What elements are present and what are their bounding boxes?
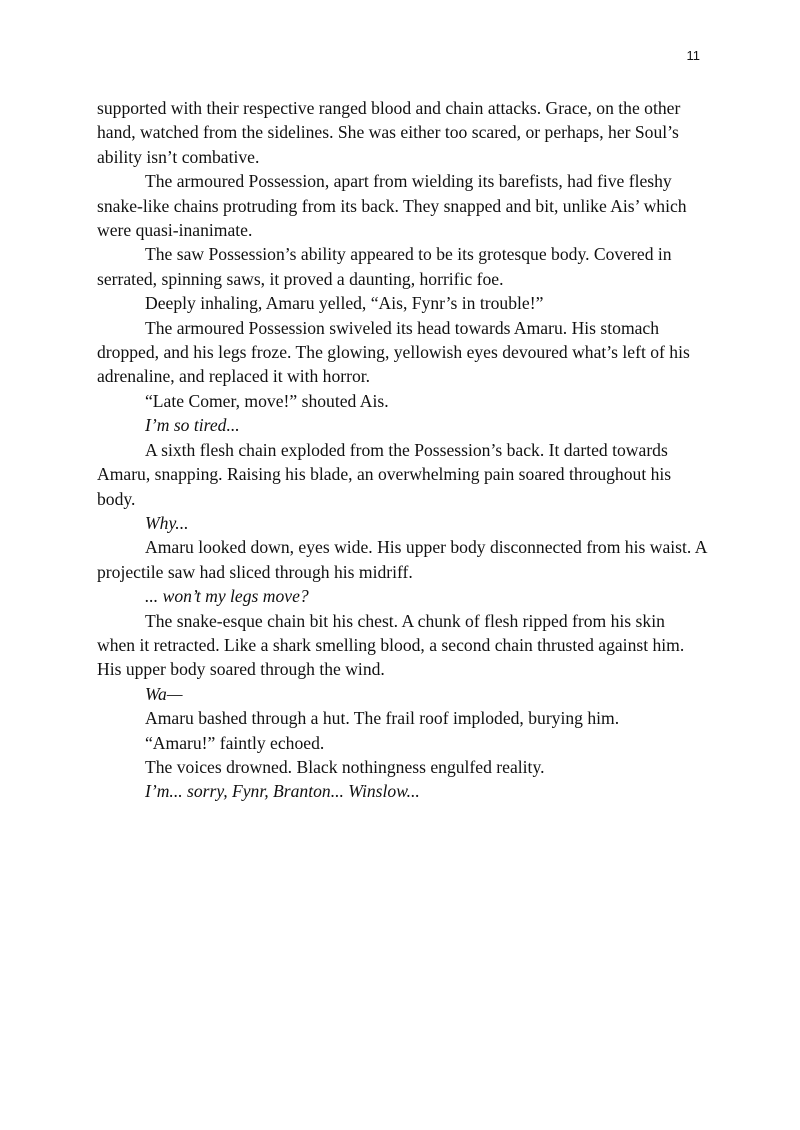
paragraph: Wa— [145,683,183,704]
paragraph: The snake-esque chain bit his chest. A chunk of flesh ripped from his skin when it retracted. Like a shark smelling blood, a second chain thrusted against him. His upper body soared through the wind. [97,610,685,680]
body-text [97,96,707,804]
paragraph: The saw Possession’s ability appeared to be its grotesque body. Covered in serrated, spinning saws, it proved a daunting, horrific foe. [97,244,672,289]
paragraph: Amaru looked down, eyes wide. His upper body disconnected from his waist. A projectile saw had sliced through his midriff. [97,537,707,582]
paragraph: The armoured Possession, apart from wielding its barefists, had five fleshy snake-like chains protruding from its back. They snapped and bit, unlike Ais’ which were quasi-inanimate. [97,171,687,241]
paragraph: “Late Comer, move!” shouted Ais. [145,390,389,411]
paragraph: I’m so tired... [145,415,240,436]
paragraph: A sixth flesh chain exploded from the Possession’s back. It darted towards Amaru, snapping. Raising his blade, an overwhelming pain soared throughout his body. [97,439,672,509]
paragraph: The voices drowned. Black nothingness engulfed reality. [145,756,545,777]
paragraph: supported with their respective ranged blood and chain attacks. Grace, on the other hand, watched from the sidelines. She was either too scared, or perhaps, her Soul’s ability isn’t combative. [97,98,681,167]
paragraph: The armoured Possession swiveled its head towards Amaru. His stomach dropped, and his legs froze. The glowing, yellowish eyes devoured what’s left of his adrenaline, and replaced it with horror. [97,317,690,387]
page-number: 11 [686,48,700,63]
paragraph: ... won’t my legs move? [145,586,309,607]
paragraph: Amaru bashed through a hut. The frail roof imploded, burying him. [145,708,620,729]
paragraph: Deeply inhaling, Amaru yelled, “Ais, Fynr’s in trouble!” [145,293,544,314]
paragraph: “Amaru!” faintly echoed. [145,732,325,753]
paragraph: Why... [145,512,189,533]
paragraph: I’m... sorry, Fynr, Branton... Winslow... [145,781,420,802]
